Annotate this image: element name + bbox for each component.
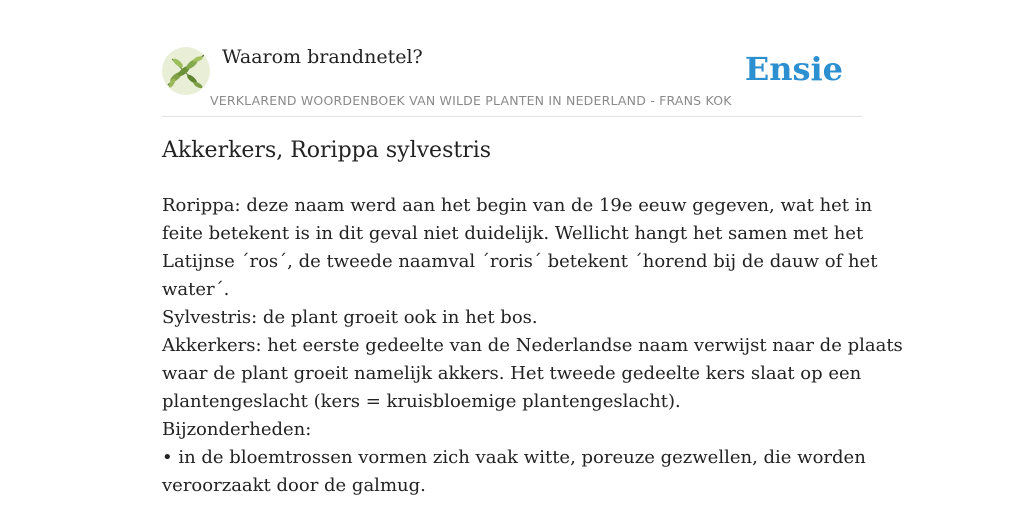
body-line: Bijzonderheden: — [162, 419, 312, 440]
source-subtitle[interactable]: VERKLAREND WOORDENBOEK VAN WILDE PLANTEN IN NEDERLAND - FRANS KOK — [210, 93, 732, 108]
body-line: Latijnse ´ros´, de tweede naamval ´roris´ betekent ´horend bij de dauw of het — [162, 251, 878, 272]
ensie-logo[interactable]: Ensie — [744, 50, 843, 88]
body-line: feite betekent is in dit geval niet duidelijk. Wellicht hangt het samen met het — [162, 223, 864, 244]
body-line: waar de plant groeit namelijk akkers. Het tweede gedeelte kers slaat op een — [162, 363, 862, 384]
body-line: Sylvestris: de plant groeit ook in het bos. — [162, 307, 538, 328]
body-line: • in de bloemtrossen vormen zich vaak witte, poreuze gezwellen, die worden — [162, 447, 866, 468]
body-line: water´. — [162, 279, 230, 300]
article-body — [162, 192, 903, 500]
body-line: veroorzaakt door de galmug. — [162, 475, 426, 496]
body-line: plantengeslacht (kers = kruisbloemige plantengeslacht). — [162, 391, 681, 412]
body-line: Akkerkers: het eerste gedeelte van de Nederlandse naam verwijst naar de plaats — [162, 335, 903, 356]
plant-leaves-icon[interactable] — [162, 47, 210, 95]
header — [162, 44, 862, 117]
body-line: Rorippa: deze naam werd aan het begin van de 19e eeuw gegeven, wat het in — [162, 195, 873, 216]
article-heading: Akkerkers, Rorippa sylvestris — [162, 138, 492, 163]
page-title[interactable]: Waarom brandnetel? — [222, 46, 423, 68]
